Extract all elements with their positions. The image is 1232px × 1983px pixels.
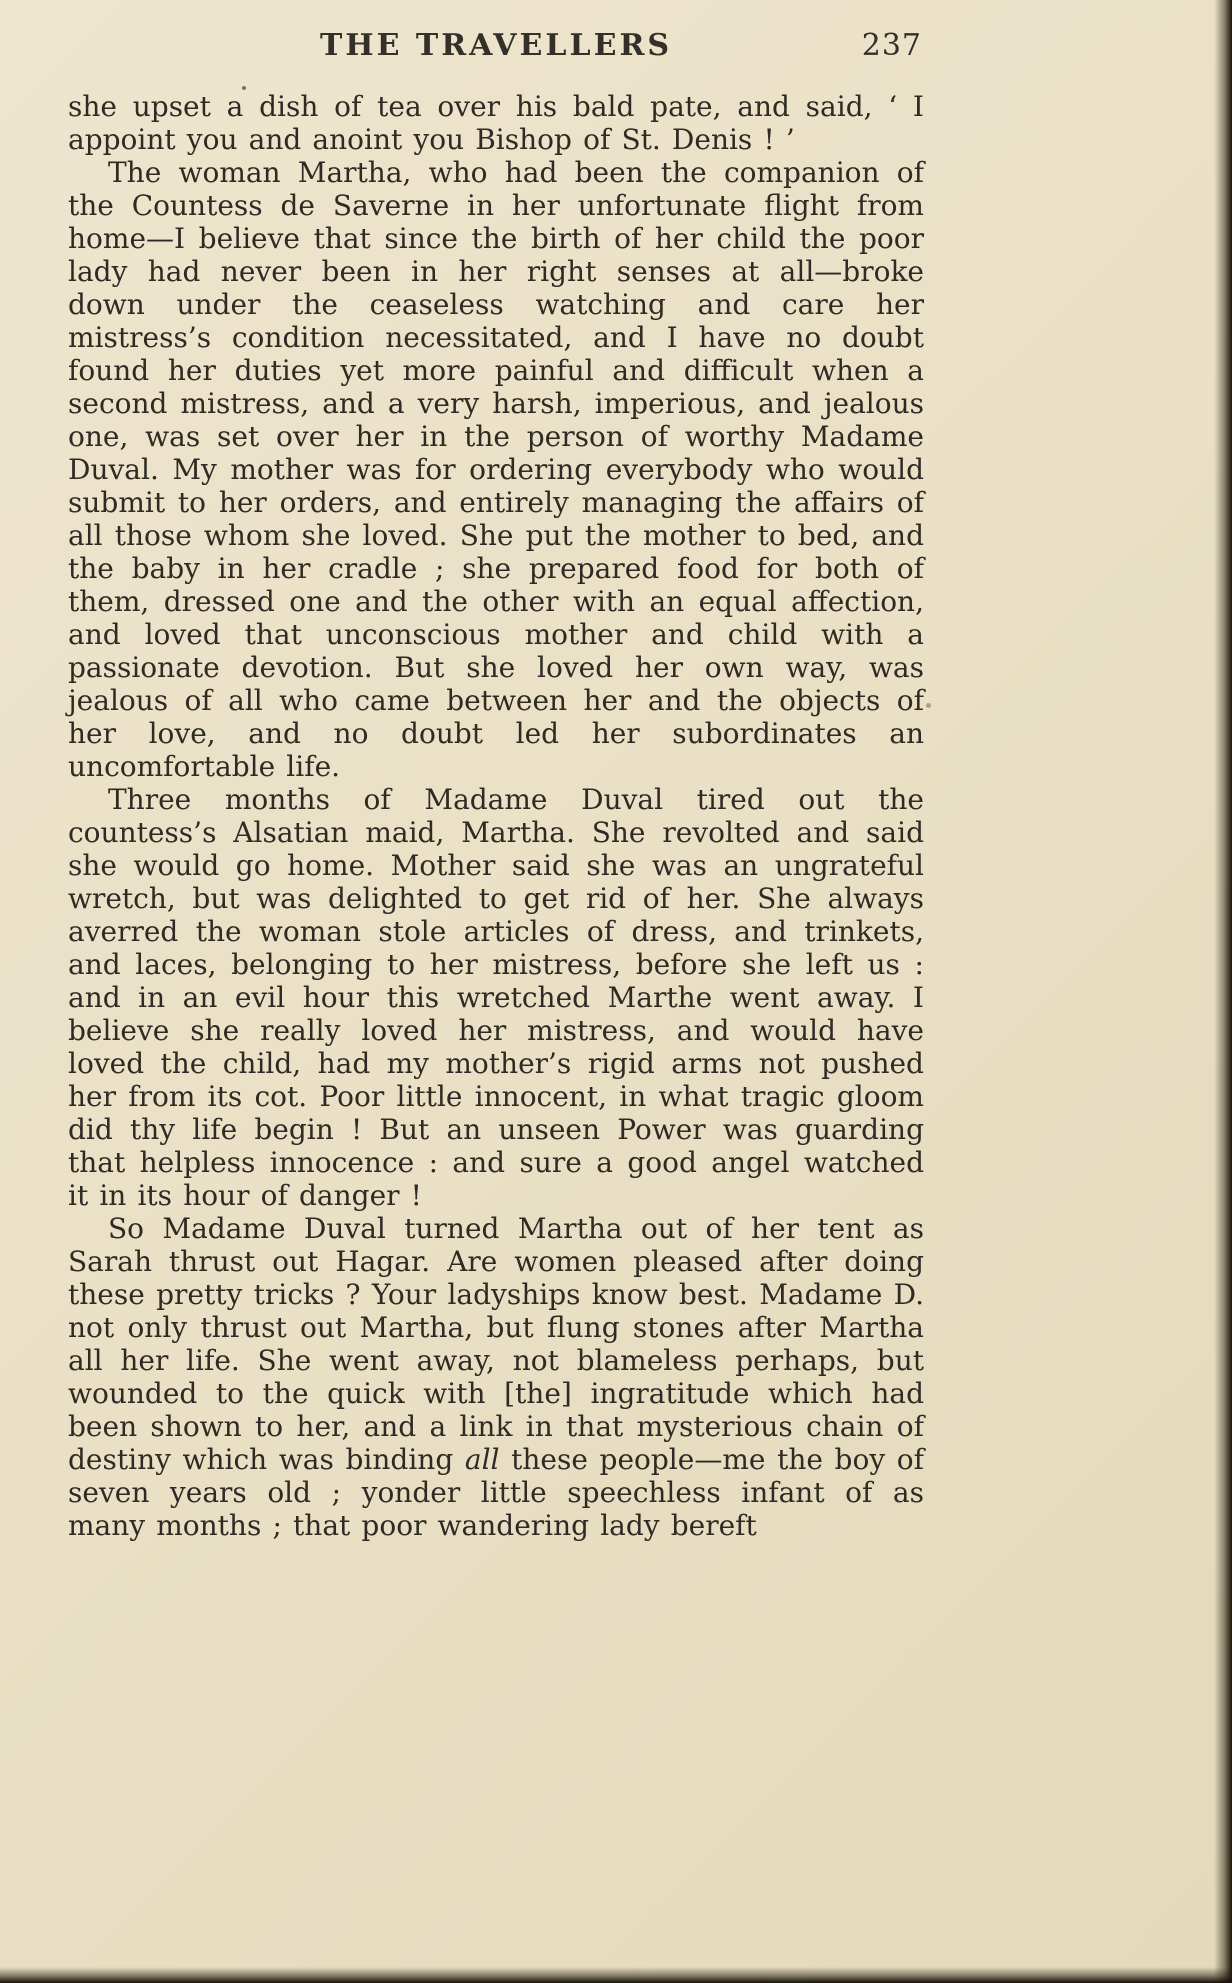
paragraph <box>68 1212 924 1542</box>
paragraph-text: these people—me the boy of seven years old ; yonder little speechless infant of as many months ; that poor wandering lady bereft <box>68 1443 924 1542</box>
paragraph-text: So Madame Duval turned Martha out of her tent as Sarah thrust out Hagar. Are women pleased after doing these pretty tricks ? Your ladyships know best. Madame D. not only thrust out Martha, but flung stones after Martha all her life. She went away, not blameless perhaps, but wounded to the quick with [the] ingratitude which had been shown to her, and a link in that mysterious chain of destiny which was binding <box>68 1212 924 1476</box>
paragraph-continuation: she upset a dish of tea over his bald pate, and said, ‘ I appoint you and anoint you Bishop of St. Denis ! ’ <box>68 90 924 156</box>
running-title: THE TRAVELLERS <box>319 28 673 63</box>
italic-word: all <box>464 1443 500 1476</box>
scan-edge-right <box>1214 0 1232 1983</box>
page-number: 237 <box>861 28 922 63</box>
ink-speck <box>926 703 931 708</box>
ink-speck <box>242 86 246 90</box>
paragraph: Three months of Madame Duval tired out the countess’s Alsatian maid, Martha. She revolted and said she would go home. Mother said she was an ungrateful wretch, but was delighted to get rid of her. She always averred the woman stole articles of dress, and trinkets, and laces, belonging to her mistress, before she left us : and in an evil hour this wretched Marthe went away. I believe she really loved her mistress, and would have loved the child, had my mother’s rigid arms not pushed her from its cot. Poor little innocent, in what tragic gloom did thy life begin ! But an unseen Power was guarding that helpless innocence : and sure a good angel watched it in its hour of danger ! <box>68 783 924 1212</box>
page-header <box>68 28 924 68</box>
paragraph: The woman Martha, who had been the companion of the Countess de Saverne in her unfortunate flight from home—I believe that since the birth of her child the poor lady had never been in her right senses at all—broke down under the ceaseless watching and care her mistress’s condition necessitated, and I have no doubt found her duties yet more painful and difficult when a second mistress, and a very harsh, imperious, and jealous one, was set over her in the person of worthy Madame Duval. My mother was for ordering everybody who would submit to her orders, and entirely managing the affairs of all those whom she loved. She put the mother to bed, and the baby in her cradle ; she prepared food for both of them, dressed one and the other with an equal affection, and loved that unconscious mother and child with a passionate devotion. But she loved her own way, was jealous of all who came between her and the objects of her love, and no doubt led her subordinates an uncomfortable life. <box>68 156 924 783</box>
scan-edge-bottom <box>0 1967 1232 1983</box>
text-block <box>68 90 924 1542</box>
